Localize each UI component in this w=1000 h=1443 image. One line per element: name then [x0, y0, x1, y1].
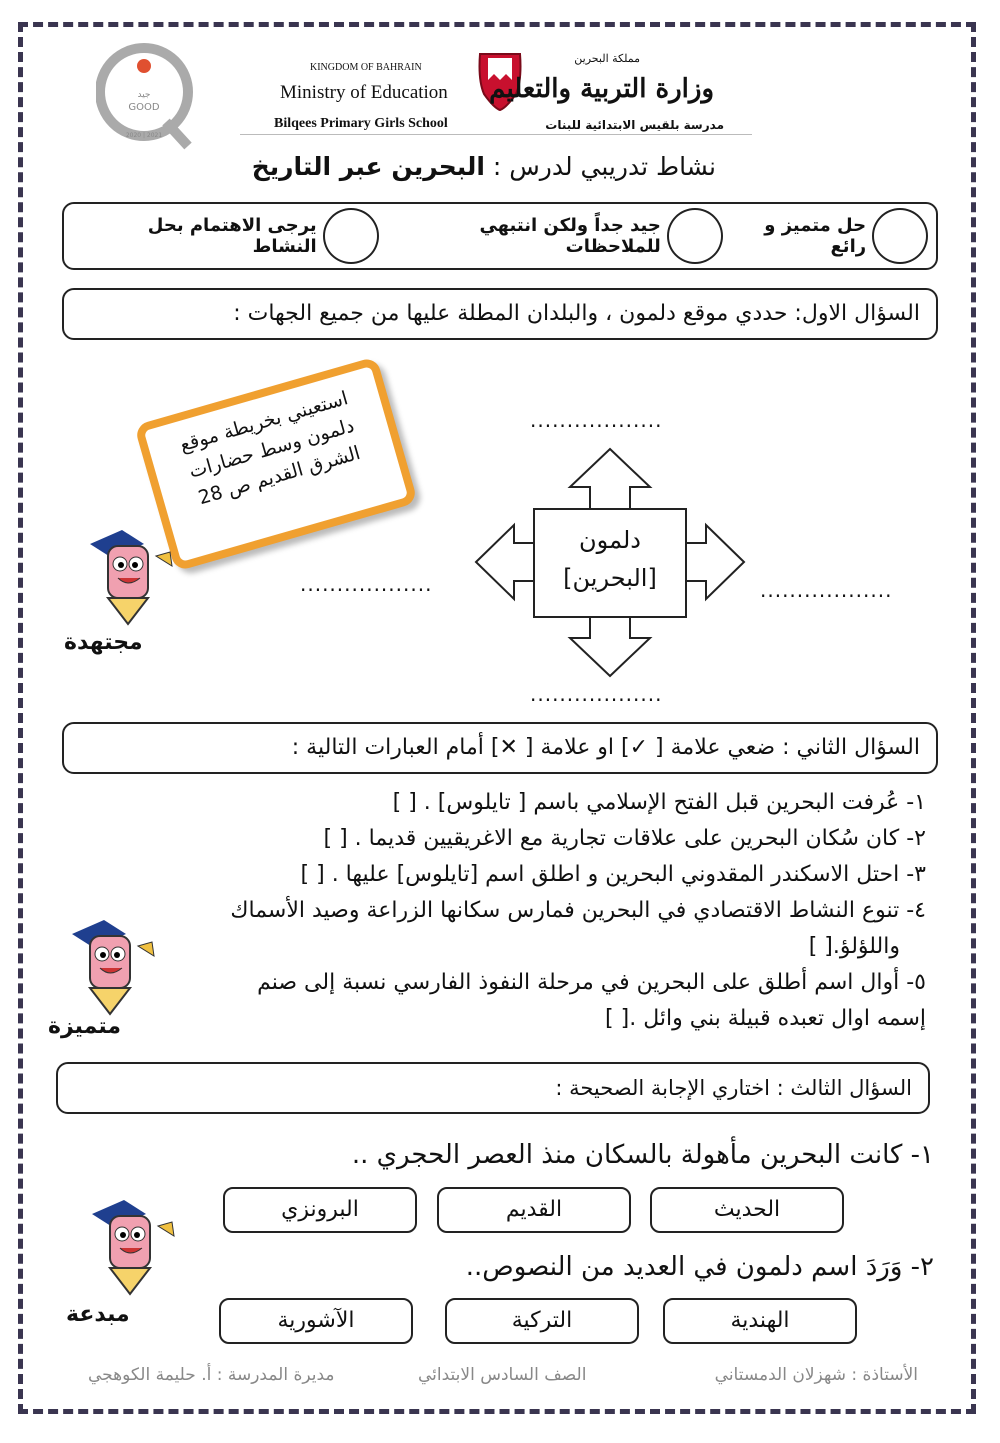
q3-2-option-indian[interactable]: الهندية [663, 1298, 857, 1344]
rating-needswork-label: يرجى الاهتمام بحل النشاط [147, 215, 317, 257]
q3-question-1: ١- كانت البحرين مأهولة بالسكان منذ العصر الحجري .. [351, 1140, 934, 1170]
south-answer[interactable]: .................. [530, 682, 663, 706]
mascot-label-1: مجتهدة [64, 630, 143, 655]
q3-2-option-turkish[interactable]: التركية [445, 1298, 639, 1344]
rating-verygood [379, 208, 723, 264]
mascot-label-3: مبدعة [66, 1302, 130, 1327]
rating-excellent [723, 208, 928, 264]
header-divider [240, 134, 752, 135]
north-answer[interactable]: .................. [530, 408, 663, 432]
q3-prompt-box [56, 1062, 930, 1114]
q2-statement-2: ٢- كان سُكان البحرين على علاقات تجارية مع الاغريقيين قديما . [ ] [323, 826, 926, 851]
rating-excellent-label: حل متميز و رائع [764, 215, 867, 257]
q2-statement-4: ٤- تنوع النشاط الاقتصادي في البحرين فمارس سكانها الزراعة وصيد الأسماك [230, 898, 926, 923]
school-en: Bilqees Primary Girls School [274, 116, 448, 131]
rating-needswork [78, 208, 379, 264]
school-ar: مدرسة بلقيس الابتدائية للبنات [545, 118, 724, 132]
q2-statement-1: ١- عُرفت البحرين قبل الفتح الإسلامي باسم [ تايلوس] . [ ] [392, 790, 926, 815]
rating-needswork-circle[interactable] [323, 208, 379, 264]
footer-principal: مديرة المدرسة : أ. حليمة الكوهجي [88, 1365, 335, 1385]
title-lesson: البحرين عبر التاريخ [251, 152, 485, 181]
pencil-mascot-2 [68, 916, 164, 1016]
q2-statement-5: ٥- أوال اسم أطلق على البحرين في مرحلة النفوذ الفارسي نسبة إلى صنم [257, 970, 926, 995]
q2-prompt: السؤال الثاني : ضعي علامة [ ✓] او علامة [ ✕] أمام العبارات التالية : [291, 735, 920, 760]
ministry-en: Ministry of Education [280, 82, 448, 103]
quality-logo [96, 40, 196, 150]
footer-grade: الصف السادس الابتدائي [418, 1365, 587, 1385]
direction-diagram [470, 445, 750, 680]
rating-verygood-label: جيد جداً ولكن انتبهي للملاحظات [479, 215, 661, 257]
q3-prompt: السؤال الثالث : اختاري الإجابة الصحيحة : [555, 1076, 912, 1100]
rating-excellent-circle[interactable] [872, 208, 928, 264]
q3-2-option-assyrian[interactable]: الآشورية [219, 1298, 413, 1344]
q2-statement-3: ٣- احتل الاسكندر المقدوني البحرين و اطلق اسم [تايلوس] عليها . [ ] [300, 862, 926, 887]
rating-verygood-circle[interactable] [667, 208, 723, 264]
kingdom-ar: مملكة البحرين [574, 52, 640, 65]
ministry-ar: وزارة التربية والتعليم [489, 74, 714, 104]
q3-1-option-bronze[interactable]: البرونزي [223, 1187, 417, 1233]
footer-teacher: الأستاذة : شهزلان الدمستاني [714, 1365, 918, 1385]
pencil-mascot-3 [88, 1196, 184, 1296]
q3-1-option-modern[interactable]: الحديث [650, 1187, 844, 1233]
title-prefix: نشاط تدريبي لدرس : [492, 152, 716, 181]
hint-text: استعيني بخريطة موقع دلمون وسط حضارات الشرق القديم ص 28 [177, 387, 363, 510]
q2-statement-5-cont: إسمه اوال تعبده قبيلة بني وائل .[ ] [605, 1006, 926, 1031]
mascot-label-2: متميزة [48, 1014, 122, 1039]
pencil-mascot-1 [86, 526, 182, 626]
quality-years: 2020 | 2021 [125, 132, 163, 139]
kingdom-en: KINGDOM OF BAHRAIN [310, 62, 422, 73]
west-answer[interactable]: .................. [300, 572, 433, 596]
q1-prompt: السؤال الاول: حددي موقع دلمون ، والبلدان المطلة عليها من جميع الجهات : [233, 301, 920, 326]
q1-prompt-box [62, 288, 938, 340]
rating-box [62, 202, 938, 270]
east-answer[interactable]: .................. [760, 578, 893, 602]
center-dilmun: دلمون [579, 526, 641, 554]
page-title [252, 152, 716, 181]
q2-statement-4-cont: واللؤلؤ.[ ] [808, 934, 900, 959]
q2-prompt-box [62, 722, 938, 774]
center-bahrain: [البحرين] [563, 564, 657, 592]
q3-1-option-ancient[interactable]: القديم [437, 1187, 631, 1233]
quality-badge: GOOD [128, 102, 160, 113]
quality-badge-ar: جيد [137, 90, 151, 100]
q3-question-2: ٢- وَرَدَ اسم دلمون في العديد من النصوص.. [465, 1252, 934, 1282]
